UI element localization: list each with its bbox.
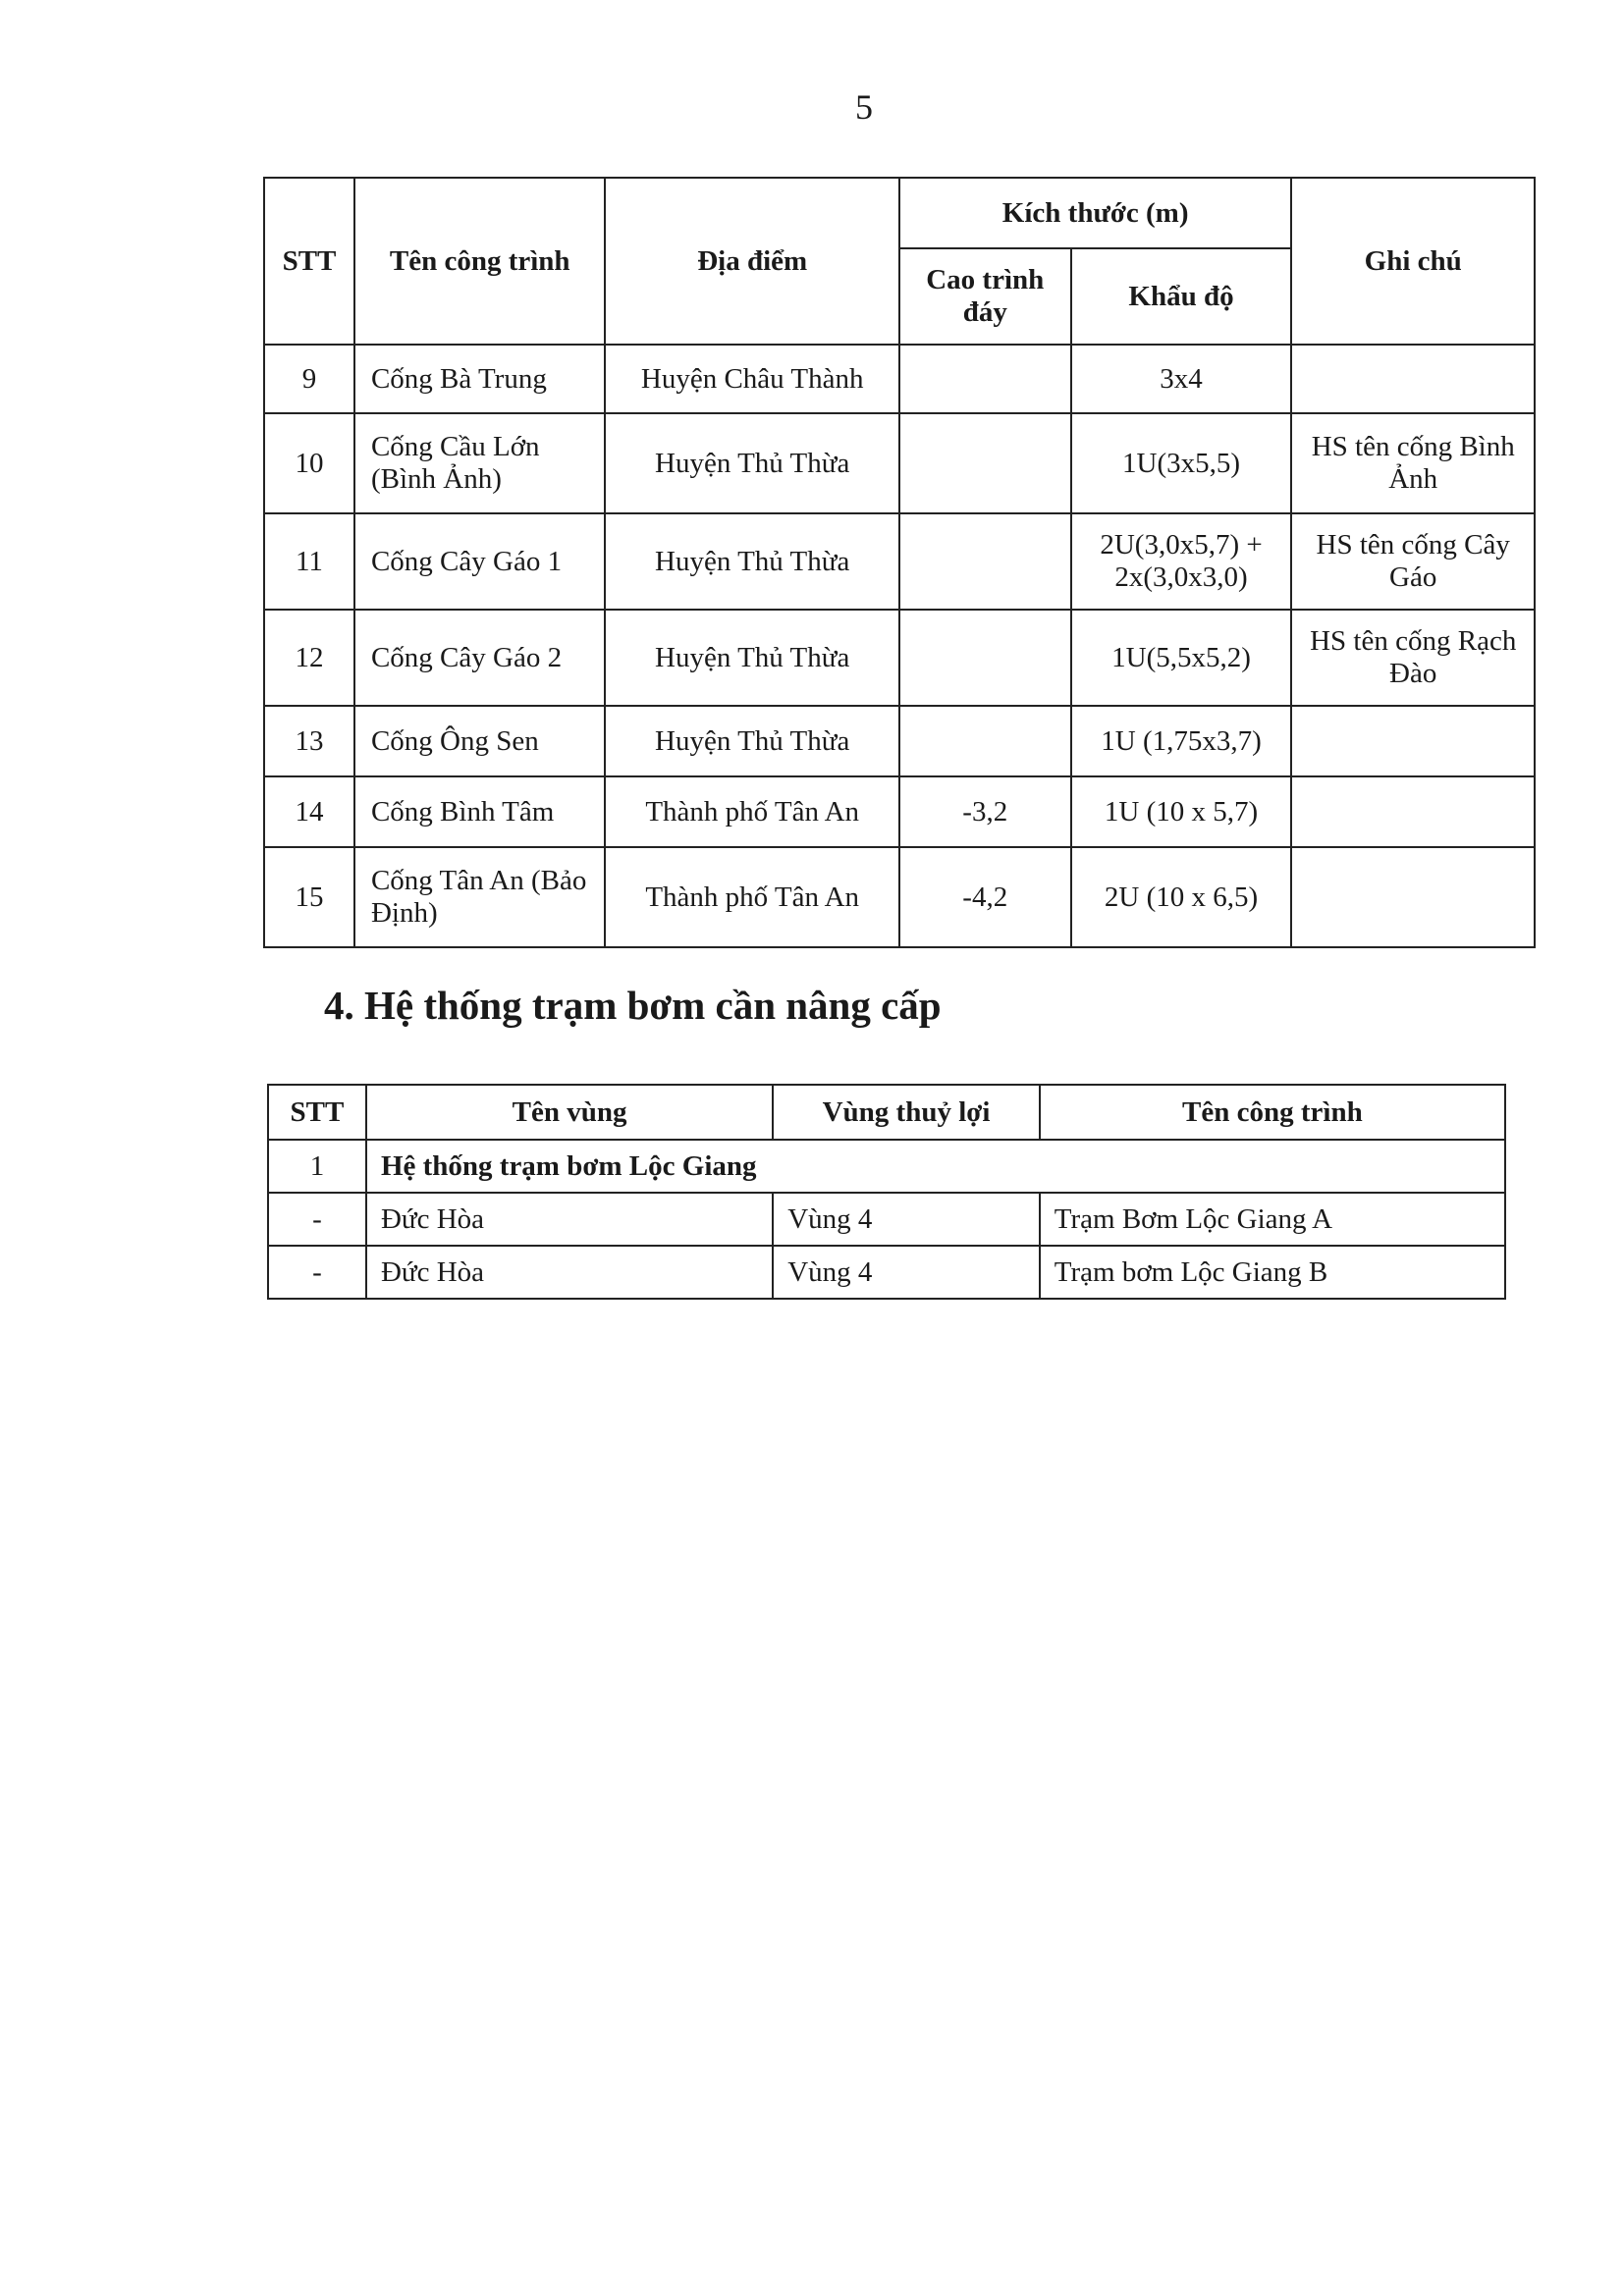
cell-location: Huyện Thủ Thừa [605,513,898,610]
header-span: Khẩu độ [1071,248,1292,345]
cell-name: Cống Ông Sen [354,706,606,776]
cell-span: 1U (1,75x3,7) [1071,706,1292,776]
table-row [264,345,1535,413]
cell-bottom: -3,2 [899,776,1071,847]
cell-zone: Vùng 4 [773,1193,1040,1246]
cell-bottom [899,413,1071,513]
cell-stt: - [268,1193,366,1246]
cell-span: 3x4 [1071,345,1292,413]
cell-name: Cống Bình Tâm [354,776,606,847]
header-location: Địa điểm [605,178,898,345]
cell-span: 2U(3,0x5,7) + 2x(3,0x3,0) [1071,513,1292,610]
header-irrigation-zone: Vùng thuỷ lợi [773,1085,1040,1140]
cell-bottom [899,345,1071,413]
header-name: Tên công trình [354,178,606,345]
table-row [268,1193,1505,1246]
header-stt: STT [264,178,354,345]
cell-span: 1U(3x5,5) [1071,413,1292,513]
table-row [264,776,1535,847]
cell-name: Trạm Bơm Lộc Giang A [1040,1193,1505,1246]
cell-span: 1U (10 x 5,7) [1071,776,1292,847]
header-stt: STT [268,1085,366,1140]
header-size-group: Kích thước (m) [899,178,1292,248]
cell-stt: 12 [264,610,354,706]
cell-note [1291,706,1535,776]
table-row [264,847,1535,947]
header-bottom-level: Cao trình đáy [899,248,1071,345]
cell-bottom: -4,2 [899,847,1071,947]
table-row [264,610,1535,706]
cell-location: Thành phố Tân An [605,847,898,947]
cell-note: HS tên cống Cây Gáo [1291,513,1535,610]
group-row [268,1140,1505,1193]
cell-name: Cống Bà Trung [354,345,606,413]
table-row [264,706,1535,776]
table-row [268,1246,1505,1299]
cell-region: Đức Hòa [366,1193,773,1246]
cell-name: Cống Cầu Lớn (Bình Ảnh) [354,413,606,513]
header-note: Ghi chú [1291,178,1535,345]
header-region: Tên vùng [366,1085,773,1140]
group-title: Hệ thống trạm bơm Lộc Giang [366,1140,1505,1193]
cell-stt: - [268,1246,366,1299]
cell-note: HS tên cống Rạch Đào [1291,610,1535,706]
cell-stt: 13 [264,706,354,776]
cell-location: Huyện Châu Thành [605,345,898,413]
cell-location: Thành phố Tân An [605,776,898,847]
page-number: 5 [855,87,873,127]
culvert-table [263,177,1536,948]
cell-stt: 11 [264,513,354,610]
cell-location: Huyện Thủ Thừa [605,413,898,513]
cell-note [1291,847,1535,947]
cell-stt: 14 [264,776,354,847]
cell-note: HS tên cống Bình Ảnh [1291,413,1535,513]
table-row [264,513,1535,610]
cell-stt: 9 [264,345,354,413]
cell-name: Cống Tân An (Bảo Định) [354,847,606,947]
pump-station-table [267,1084,1506,1300]
cell-bottom [899,513,1071,610]
cell-stt: 1 [268,1140,366,1193]
cell-location: Huyện Thủ Thừa [605,610,898,706]
cell-span: 1U(5,5x5,2) [1071,610,1292,706]
cell-span: 2U (10 x 6,5) [1071,847,1292,947]
section-heading: 4. Hệ thống trạm bơm cần nâng cấp [324,983,942,1028]
cell-name: Cống Cây Gáo 1 [354,513,606,610]
cell-region: Đức Hòa [366,1246,773,1299]
cell-note [1291,345,1535,413]
cell-bottom [899,706,1071,776]
cell-stt: 10 [264,413,354,513]
table-row [264,413,1535,513]
cell-name: Cống Cây Gáo 2 [354,610,606,706]
cell-location: Huyện Thủ Thừa [605,706,898,776]
cell-zone: Vùng 4 [773,1246,1040,1299]
cell-bottom [899,610,1071,706]
cell-note [1291,776,1535,847]
cell-stt: 15 [264,847,354,947]
header-name: Tên công trình [1040,1085,1505,1140]
cell-name: Trạm bơm Lộc Giang B [1040,1246,1505,1299]
